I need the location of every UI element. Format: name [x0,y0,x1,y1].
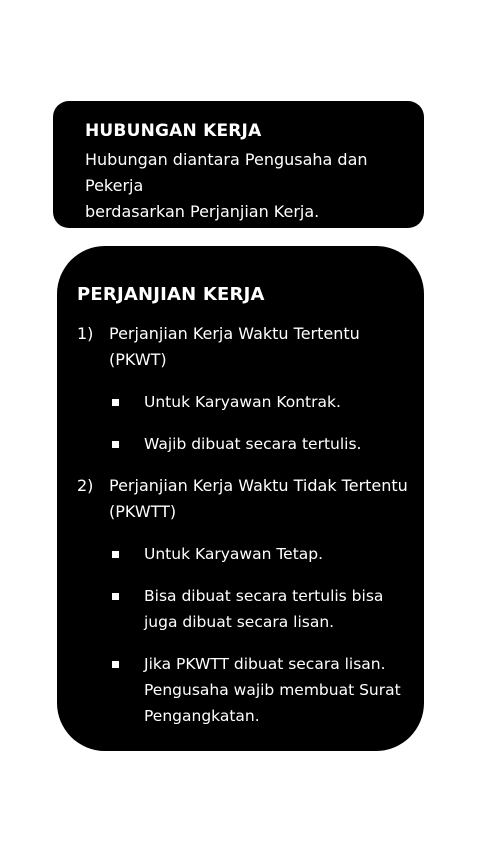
perjanjian-kerja-title: PERJANJIAN KERJA [77,284,265,305]
square-bullet-icon [112,431,144,457]
hubungan-kerja-description [85,147,402,225]
item-label: Perjanjian Kerja Waktu Tertentu (PKWT) [109,324,360,369]
pkwt-section [77,321,414,457]
pkwt-bullet-list [77,389,414,457]
list-item [77,431,414,457]
pkwtt-item [77,473,414,525]
description-line-2: berdasarkan Perjanjian Kerja. [85,202,320,221]
description-line-1: Hubungan diantara Pengusaha dan Pekerja [85,150,368,195]
list-item [77,541,414,567]
list-item [77,389,414,415]
bullet-text: Bisa dibuat secara tertulis bisa juga dibuat secara lisan. [144,587,384,631]
square-bullet-icon [112,389,144,415]
item-number: 1) [77,324,94,343]
perjanjian-kerja-card [57,246,424,751]
bullet-text: Jika PKWTT dibuat secara lisan. Pengusaha wajib membuat Surat Pengangkatan. [144,655,401,725]
pkwt-item [77,321,414,373]
hubungan-kerja-card [53,101,424,228]
square-bullet-icon [112,583,144,635]
hubungan-kerja-title: HUBUNGAN KERJA [85,121,262,141]
item-label: Perjanjian Kerja Waktu Tidak Tertentu (PKWTT) [109,476,408,521]
square-bullet-icon [112,541,144,567]
list-item [77,583,414,635]
item-number: 2) [77,476,94,495]
pkwtt-section [77,473,414,729]
list-item [77,651,414,729]
bullet-text: Wajib dibuat secara tertulis. [144,435,362,453]
bullet-text: Untuk Karyawan Tetap. [144,545,324,563]
bullet-text: Untuk Karyawan Kontrak. [144,393,341,411]
pkwtt-bullet-list [77,541,414,729]
square-bullet-icon [112,651,144,729]
